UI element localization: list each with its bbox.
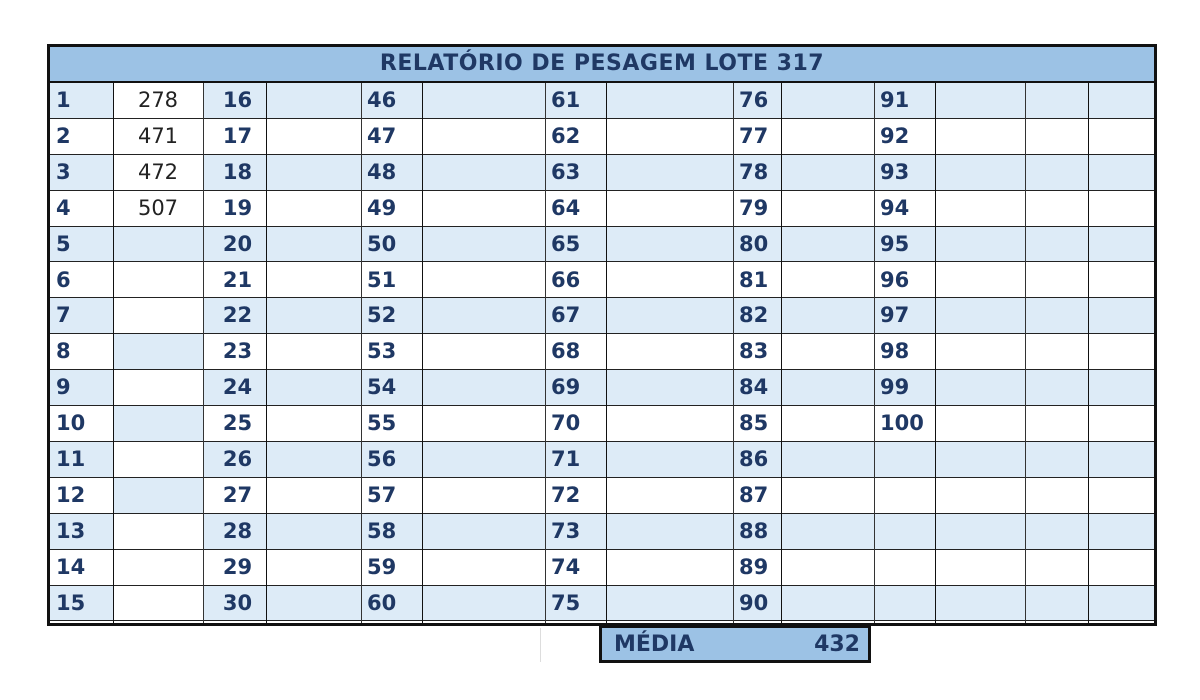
column-divider <box>422 83 423 623</box>
weight-value-cell <box>266 83 361 118</box>
row-number-cell: 97 <box>880 303 910 328</box>
weight-value-cell <box>266 119 361 154</box>
weight-value-cell: 472 <box>113 155 203 190</box>
weight-value-cell <box>113 586 203 621</box>
weights-grid <box>50 83 1154 623</box>
weight-value-cell <box>781 586 874 621</box>
weight-value-cell <box>422 191 545 226</box>
row-number-cell: 23 <box>222 339 253 364</box>
row-number-cell: 53 <box>367 339 397 364</box>
weight-value-cell <box>113 514 203 549</box>
row-number-cell: 20 <box>222 231 253 256</box>
row-number-cell: 80 <box>739 231 769 256</box>
row-number-cell: 69 <box>551 375 581 400</box>
weight-value-cell <box>422 155 545 190</box>
row-number-cell: 79 <box>739 195 769 220</box>
row-number-cell: 5 <box>56 231 71 256</box>
weight-value-cell <box>1025 514 1154 549</box>
weight-value-cell <box>781 119 874 154</box>
weight-value-cell <box>781 514 874 549</box>
weight-value-cell: 471 <box>113 119 203 154</box>
row-number-cell: 100 <box>880 411 924 436</box>
weight-value-cell <box>422 263 545 298</box>
weight-value-cell <box>266 191 361 226</box>
row-number-cell: 67 <box>551 303 581 328</box>
row-number-cell: 72 <box>551 482 581 507</box>
row-number-cell: 12 <box>56 482 86 507</box>
row-number-cell: 87 <box>739 482 769 507</box>
weight-value-cell <box>781 298 874 333</box>
weight-value-cell <box>422 227 545 262</box>
weight-value-cell <box>606 514 733 549</box>
column-divider <box>113 83 114 623</box>
row-number-cell: 88 <box>739 518 769 543</box>
weight-value-cell <box>606 119 733 154</box>
row-number-cell: 8 <box>56 339 71 364</box>
weight-value-cell <box>606 442 733 477</box>
table-row <box>50 514 1154 550</box>
table-row <box>50 191 1154 227</box>
weight-value-cell <box>606 334 733 369</box>
row-number-cell: 70 <box>551 411 581 436</box>
weight-value-cell <box>266 227 361 262</box>
column-divider <box>1025 83 1026 623</box>
column-divider <box>935 83 936 623</box>
table-row <box>50 406 1154 442</box>
weight-value-cell <box>266 298 361 333</box>
weight-value-cell <box>1025 227 1154 262</box>
average-value: 432 <box>814 632 860 657</box>
weight-value-cell <box>1025 83 1154 118</box>
row-number-cell: 99 <box>880 375 910 400</box>
weight-value-cell <box>1025 263 1154 298</box>
weight-value-cell <box>781 334 874 369</box>
row-number-cell: 59 <box>367 554 397 579</box>
table-row <box>50 334 1154 370</box>
row-number-cell: 54 <box>367 375 397 400</box>
row-number-cell: 81 <box>739 267 769 292</box>
table-row <box>50 370 1154 406</box>
average-box <box>599 625 871 663</box>
weight-value-cell <box>606 298 733 333</box>
weight-value-cell <box>113 298 203 333</box>
weight-value-cell <box>266 406 361 441</box>
weight-value-cell <box>266 155 361 190</box>
weight-value-cell <box>1025 478 1154 513</box>
row-number-cell: 60 <box>367 590 397 615</box>
row-number-cell <box>874 586 1025 621</box>
column-divider <box>266 83 267 623</box>
weight-value-cell <box>1025 119 1154 154</box>
table-row <box>50 298 1154 334</box>
table-row <box>50 155 1154 191</box>
weight-value-cell <box>266 263 361 298</box>
weight-value-cell <box>422 298 545 333</box>
weight-value-cell <box>606 83 733 118</box>
weight-value-cell <box>781 406 874 441</box>
row-number-cell: 78 <box>739 159 769 184</box>
row-number-cell: 49 <box>367 195 397 220</box>
weight-value-cell: 507 <box>113 191 203 226</box>
table-row <box>50 227 1154 263</box>
row-number-cell: 47 <box>367 123 397 148</box>
row-number-cell: 11 <box>56 447 86 471</box>
row-number-cell: 96 <box>880 267 910 292</box>
average-label: MÉDIA <box>614 632 695 657</box>
weight-value-cell <box>1025 586 1154 621</box>
weight-value-cell <box>781 155 874 190</box>
weight-value-cell <box>606 550 733 585</box>
weight-value-cell <box>266 586 361 621</box>
weight-value-cell <box>1025 406 1154 441</box>
weight-value-cell <box>606 191 733 226</box>
table-row <box>50 586 1154 622</box>
weight-value-cell <box>606 155 733 190</box>
weight-value-cell <box>266 334 361 369</box>
weight-value-cell <box>113 406 203 441</box>
column-divider <box>203 83 204 623</box>
column-divider <box>781 83 782 623</box>
weight-value-cell <box>1025 298 1154 333</box>
weight-value-cell <box>266 550 361 585</box>
weight-value-cell <box>422 478 545 513</box>
row-number-cell: 15 <box>56 590 86 615</box>
weight-value-cell <box>422 334 545 369</box>
row-number-cell: 22 <box>222 303 253 328</box>
row-number-cell: 56 <box>367 447 397 471</box>
row-number-cell: 30 <box>222 590 253 615</box>
row-number-cell: 76 <box>739 88 769 112</box>
row-number-cell: 24 <box>222 375 253 400</box>
row-number-cell: 2 <box>56 123 71 148</box>
row-number-cell: 64 <box>551 195 581 220</box>
row-number-cell: 91 <box>880 88 910 112</box>
row-number-cell: 48 <box>367 159 397 184</box>
row-number-cell <box>874 514 1025 549</box>
weight-value-cell <box>606 370 733 405</box>
weight-value-cell <box>606 406 733 441</box>
report-title: RELATÓRIO DE PESAGEM LOTE 317 <box>50 47 1154 83</box>
weight-value-cell <box>781 191 874 226</box>
row-number-cell: 66 <box>551 267 581 292</box>
weight-value-cell <box>781 263 874 298</box>
row-number-cell: 55 <box>367 411 397 436</box>
row-number-cell: 86 <box>739 447 769 471</box>
row-number-cell: 68 <box>551 339 581 364</box>
row-number-cell: 17 <box>222 123 253 148</box>
row-number-cell: 52 <box>367 303 397 328</box>
row-number-cell: 57 <box>367 482 397 507</box>
row-number-cell: 19 <box>222 195 253 220</box>
faint-divider <box>540 628 541 662</box>
weight-value-cell <box>422 406 545 441</box>
row-number-cell: 6 <box>56 267 71 292</box>
row-number-cell <box>874 478 1025 513</box>
row-number-cell: 77 <box>739 123 769 148</box>
column-divider <box>545 83 546 623</box>
row-number-cell: 85 <box>739 411 769 436</box>
row-number-cell: 94 <box>880 195 910 220</box>
weight-value-cell <box>266 478 361 513</box>
weight-value-cell <box>113 550 203 585</box>
row-number-cell: 28 <box>222 518 253 543</box>
row-number-cell: 10 <box>56 411 86 436</box>
weight-value-cell <box>422 119 545 154</box>
row-number-cell: 1 <box>56 88 71 112</box>
column-divider <box>361 83 362 623</box>
table-row <box>50 550 1154 586</box>
weight-value-cell <box>1025 334 1154 369</box>
weight-value-cell <box>781 442 874 477</box>
table-row <box>50 119 1154 155</box>
table-row <box>50 83 1154 119</box>
row-number-cell: 61 <box>551 88 581 112</box>
weight-value-cell <box>781 478 874 513</box>
row-number-cell: 51 <box>367 267 397 292</box>
row-number-cell <box>874 442 1025 477</box>
row-number-cell: 27 <box>222 482 253 507</box>
weight-value-cell <box>422 83 545 118</box>
table-row <box>50 263 1154 299</box>
row-number-cell: 93 <box>880 159 910 184</box>
column-divider <box>1088 83 1089 623</box>
row-number-cell: 58 <box>367 518 397 543</box>
row-number-cell: 26 <box>222 447 253 471</box>
weight-value-cell <box>422 550 545 585</box>
weight-value-cell <box>113 370 203 405</box>
row-number-cell: 16 <box>222 88 253 112</box>
column-divider <box>606 83 607 623</box>
weighing-report-table <box>47 44 1157 626</box>
weight-value-cell <box>266 442 361 477</box>
weight-value-cell <box>781 370 874 405</box>
weight-value-cell <box>266 514 361 549</box>
weight-value-cell <box>113 227 203 262</box>
row-number-cell: 50 <box>367 231 397 256</box>
weight-value-cell <box>1025 155 1154 190</box>
weight-value-cell <box>266 370 361 405</box>
weight-value-cell <box>781 550 874 585</box>
table-row <box>50 478 1154 514</box>
row-number-cell: 83 <box>739 339 769 364</box>
row-number-cell: 82 <box>739 303 769 328</box>
row-number-cell: 65 <box>551 231 581 256</box>
weight-value-cell <box>1025 370 1154 405</box>
row-number-cell: 3 <box>56 159 71 184</box>
row-number-cell: 18 <box>222 159 253 184</box>
row-number-cell: 75 <box>551 590 581 615</box>
weight-value-cell <box>781 83 874 118</box>
weight-value-cell <box>422 370 545 405</box>
weight-value-cell <box>113 442 203 477</box>
row-number-cell: 7 <box>56 303 71 328</box>
row-number-cell: 71 <box>551 447 581 471</box>
row-number-cell: 89 <box>739 554 769 579</box>
weight-value-cell <box>781 227 874 262</box>
weight-value-cell <box>1025 550 1154 585</box>
weight-value-cell <box>113 263 203 298</box>
row-number-cell: 13 <box>56 518 86 543</box>
row-number-cell: 98 <box>880 339 910 364</box>
row-number-cell: 73 <box>551 518 581 543</box>
row-number-cell: 74 <box>551 554 581 579</box>
weight-value-cell <box>1025 191 1154 226</box>
column-divider <box>733 83 734 623</box>
weight-value-cell <box>422 514 545 549</box>
row-number-cell: 95 <box>880 231 910 256</box>
row-number-cell: 84 <box>739 375 769 400</box>
row-number-cell: 4 <box>56 195 71 220</box>
row-number-cell: 25 <box>222 411 253 436</box>
weight-value-cell <box>606 478 733 513</box>
row-number-cell: 9 <box>56 375 71 400</box>
row-number-cell: 62 <box>551 123 581 148</box>
row-number-cell <box>874 550 1025 585</box>
weight-value-cell <box>113 334 203 369</box>
weight-value-cell <box>606 263 733 298</box>
row-number-cell: 63 <box>551 159 581 184</box>
weight-value-cell <box>606 227 733 262</box>
row-number-cell: 14 <box>56 554 86 579</box>
weight-value-cell <box>1025 442 1154 477</box>
table-row <box>50 442 1154 478</box>
weight-value-cell <box>422 442 545 477</box>
row-number-cell: 90 <box>739 590 769 615</box>
weight-value-cell: 278 <box>113 83 203 118</box>
row-number-cell: 29 <box>222 554 253 579</box>
weight-value-cell <box>606 586 733 621</box>
column-divider <box>874 83 875 623</box>
weight-value-cell <box>113 478 203 513</box>
row-number-cell: 21 <box>222 267 253 292</box>
row-number-cell: 92 <box>880 123 910 148</box>
weight-value-cell <box>422 586 545 621</box>
row-number-cell: 46 <box>367 88 397 112</box>
